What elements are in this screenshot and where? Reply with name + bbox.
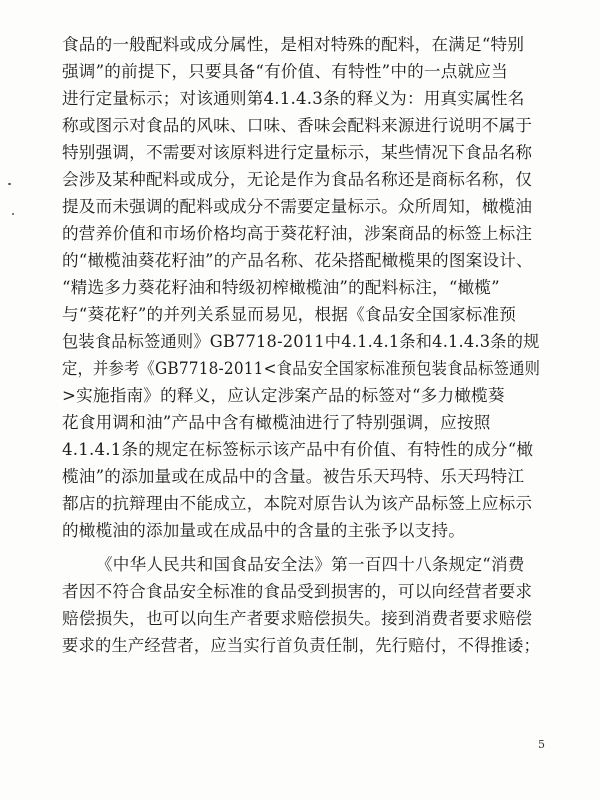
text-line: 会涉及某种配料或成分，无论是作为食品名称还是商标名称，仅 [62,170,533,189]
text-line: 称或图示对食品的风味、口味、香味会配料来源进行说明不属于 [62,116,533,135]
page-number: 5 [538,738,545,751]
text-line: 提及而未强调的配料或成分不需要定量标示。众所周知，橄榄油 [62,197,533,216]
text-line: 与“葵花籽”的并列关系显而易见，根据《食品安全国家标准预 [62,305,517,324]
text-line: 榄油”的添加量或在成品中的含量。被告乐天玛特、乐天玛特江 [62,467,525,486]
text-line: 进行定量标示；对该通则第4.1.4.3条的释义为：用真实属性名 [62,89,525,108]
text-line: “精选多力葵花籽油和特级初榨橄榄油”的配料标注，“橄榄” [62,278,500,297]
text-line: 包装食品标签通则》GB7718-2011中4.1.4.1条和4.1.4.3条的规 [62,332,540,351]
text-line: >实施指南》的释义，应认定涉案产品的标签对“多力橄榄葵 [62,386,505,405]
text-line: 特别强调，不需要对该原料进行定量标示，某些情况下食品名称 [62,143,533,162]
text-line: 的橄榄油的添加量或在成品中的含量的主张予以支持。 [62,521,466,540]
text-line: 食品的一般配料或成分属性，是相对特殊的配料，在满足“特别 [62,35,525,54]
text-line: 定，并参考《GB7718-2011<食品安全国家标准预包装食品标签通则 [62,359,541,378]
text-line: 强调”的前提下，只要具备“有价值、有特性”中的一点就应当 [62,62,508,81]
text-line: 赔偿损失，也可以向生产者要求赔偿损失。接到消费者要求赔偿 [62,609,533,628]
text-line: 4.1.4.1条的规定在标签标示该产品中有价值、有特性的成分“橄 [62,440,534,459]
text-line: 者因不符合食品安全标准的食品受到损害的，可以向经营者要求 [62,582,533,601]
text-line: 要求的生产经营者，应当实行首负责任制，先行赔付，不得推诿； [62,636,541,655]
text-line: 的“橄榄油葵花籽油”的产品名称、花朵搭配橄榄果的图案设计、 [62,251,533,270]
text-line: 花食用调和油”产品中含有橄榄油进行了特别强调，应按照 [62,413,491,432]
paragraph-first-line: 《中华人民共和国食品安全法》第一百四十八条规定“消费 [96,555,525,574]
text-line: 都店的抗辩理由不能成立，本院对原告认为该产品标签上应标示 [62,494,533,513]
scan-speck [8,183,11,185]
scan-speck [12,213,14,215]
text-line: 的营养价值和市场价格均高于葵花籽油，涉案商品的标签上标注 [62,224,533,243]
